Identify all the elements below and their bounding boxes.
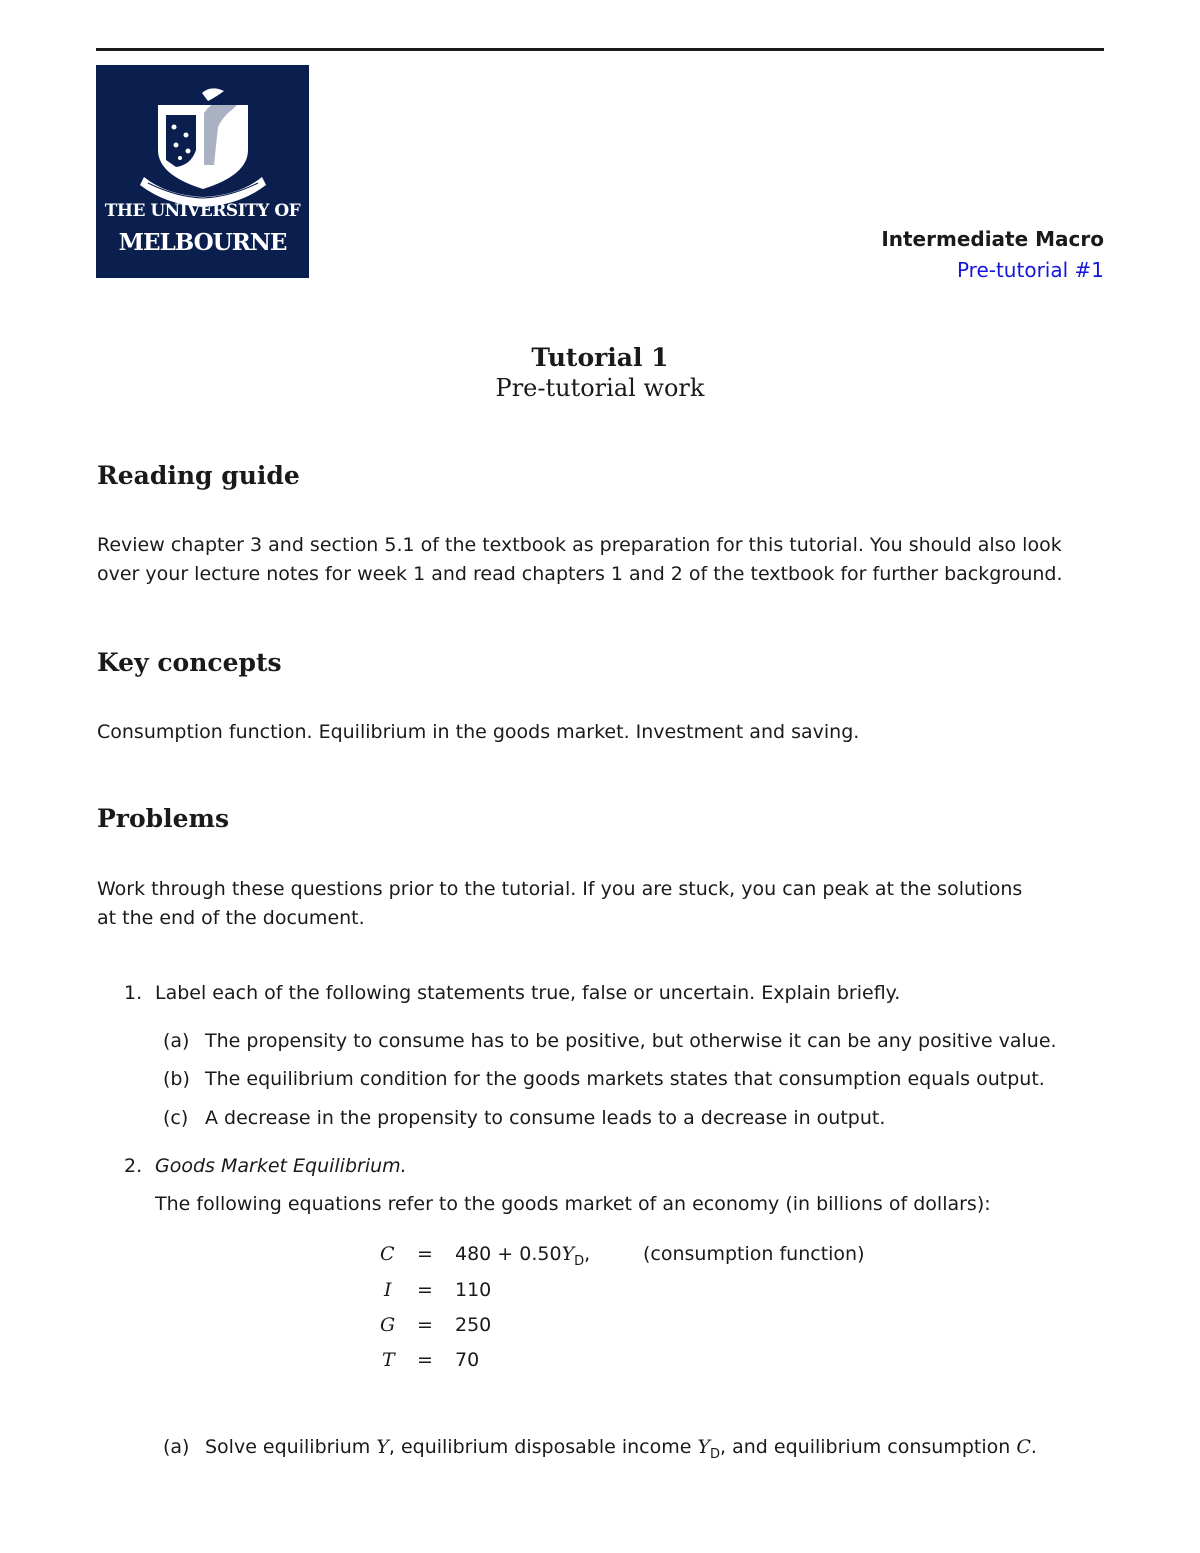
university-logo [96,65,309,278]
question-1-text: Label each of the following statements true, false or uncertain. Explain briefly. [155,982,901,1004]
reading-guide-text [97,531,1107,589]
reading-guide-line: over your lecture notes for week 1 and read chapters 1 and 2 of the textbook for further background. [97,563,1063,585]
q2a-text: , equilibrium disposable income [388,1436,698,1458]
eq-sign: = [417,1243,433,1265]
q1-item-text: The equilibrium condition for the goods markets states that consumption equals output. [205,1068,1045,1090]
eq-rhs: 70 [455,1349,480,1371]
q2a-text: . [1030,1436,1037,1458]
key-concepts-text: Consumption function. Equilibrium in the goods market. Investment and saving. [97,721,860,743]
question-2-text: The following equations refer to the goods market of an economy (in billions of dollars): [155,1193,991,1215]
eq-sign: = [417,1279,433,1301]
eq-rhs: 250 [455,1314,492,1336]
top-rule [96,48,1104,51]
problems-intro-line: at the end of the document. [97,907,365,929]
question-2-number: 2. [124,1155,143,1177]
pretutorial-link[interactable]: Pre-tutorial #1 [956,258,1104,282]
q2a-var: Y [376,1436,389,1458]
eq-sign: = [417,1314,433,1336]
q2a-text: , and equilibrium consumption [720,1436,1017,1458]
title-block [0,343,1200,402]
eq-lhs: I [384,1279,392,1301]
logo-text-line1: THE UNIVERSITY OF [104,201,301,221]
eq-rhs-value: 480 + 0.50 [455,1243,562,1265]
eq-rhs-tail: , [584,1243,591,1265]
key-concepts-heading: Key concepts [97,648,282,677]
course-name: Intermediate Macro [881,227,1104,251]
q2a-text: Solve equilibrium [205,1436,377,1458]
eq-rhs [455,1243,590,1269]
q1-item-text: A decrease in the propensity to consume leads to a decrease in output. [205,1107,886,1129]
problems-heading: Problems [97,804,230,833]
q1-item-label: (b) [163,1068,190,1090]
eq-lhs: G [380,1314,396,1336]
question-2-title: Goods Market Equilibrium. [155,1155,407,1177]
q2-part-a-text [205,1436,1037,1462]
q2a-var: Y [697,1436,711,1458]
reading-guide-heading: Reading guide [97,461,300,490]
question-1-number: 1. [124,982,143,1004]
problems-intro [97,875,1107,933]
q2-part-a-label: (a) [163,1436,190,1458]
q1-item-label: (a) [163,1030,190,1052]
eq-note: (consumption function) [643,1243,865,1265]
eq-rhs-sub: D [574,1253,585,1269]
document-subtitle: Pre-tutorial work [495,374,705,402]
eq-rhs: 110 [455,1279,492,1301]
logo-text-line2: MELBOURNE [118,229,287,256]
eq-lhs: T [382,1349,395,1371]
q1-item-text: The propensity to consume has to be positive, but otherwise it can be any positive value. [205,1030,1057,1052]
eq-lhs: C [380,1243,395,1265]
q1-item-label: (c) [163,1107,189,1129]
document-title: Tutorial 1 [531,343,669,372]
reading-guide-line: Review chapter 3 and section 5.1 of the textbook as preparation for this tutorial. You should also look [97,534,1062,556]
q2a-var: C [1016,1436,1031,1458]
q2a-sub: D [710,1446,721,1462]
eq-sign: = [417,1349,433,1371]
eq-rhs-var: Y [561,1243,575,1265]
problems-intro-line: Work through these questions prior to the tutorial. If you are stuck, you can peak at the solutions [97,878,1023,900]
